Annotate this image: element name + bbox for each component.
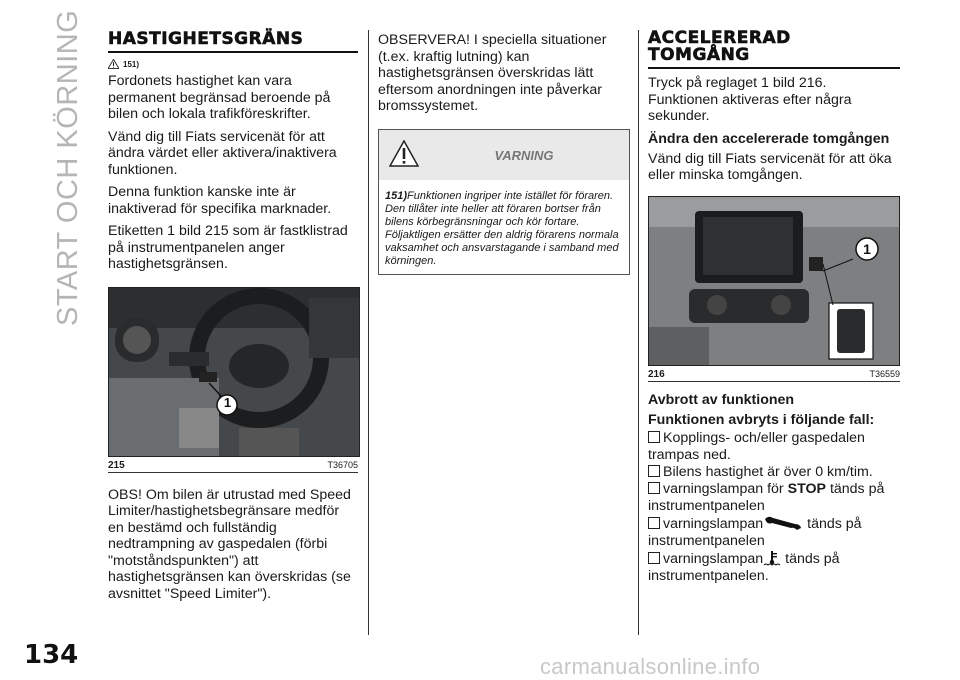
- subheading: Ändra den accelererade tomgången: [648, 130, 890, 147]
- column-divider: [638, 30, 639, 635]
- paragraph: Fordonets hastighet kan vara permanent begränsad beroende på bilen och lokala trafikföreskrifter.: [108, 73, 331, 122]
- subheading: Avbrott av funktionen: [648, 391, 795, 408]
- column-note-warning: [378, 30, 630, 275]
- paragraph: Etiketten 1 bild 215 som är fastklistrad på instrumentpanelen anger hastighetsgränsen.: [108, 223, 348, 272]
- warning-reference: 151): [108, 59, 358, 69]
- warning-triangle-icon: [108, 59, 119, 69]
- bullet-box: [648, 482, 660, 494]
- coolant-temperature-icon: [763, 550, 781, 566]
- bullet-box: [648, 517, 660, 529]
- figure-callout: 1: [223, 394, 232, 410]
- list-item: varningslampan för STOP tänds på instrumentpanelen: [648, 480, 885, 514]
- bullet-box: [648, 431, 660, 443]
- watermark: carmanualsonline.info: [540, 654, 761, 679]
- section-heading: ACCELERERAD TOMGÅNG: [648, 30, 900, 69]
- bullet-box: [648, 465, 660, 477]
- section-heading: HASTIGHETSGRÄNS: [108, 30, 358, 53]
- dashboard-photo: [108, 287, 360, 457]
- column-accelerated-idle: [648, 30, 900, 585]
- warning-title: VARNING: [494, 147, 554, 163]
- paragraph: Vänd dig till Fiats servicenät för att ändra värdet eller aktivera/inaktivera funktionen.: [108, 128, 337, 178]
- warning-box: [378, 129, 630, 275]
- warning-header: [379, 130, 629, 180]
- warning-text: 151)Funktionen ingriper inte istället för föraren. Den tillåter inte heller att föraren bortser från bilens körbegränsningar och kör fortare. Följaktligen ersätter den aldrig förarens normala vaksamhet och ansvarstagande i samband med körningen.: [385, 189, 619, 267]
- figure-callout: 1: [863, 240, 871, 257]
- center-console-photo: [648, 196, 900, 366]
- column-speed-limit: [108, 30, 358, 608]
- wrench-icon: [763, 515, 803, 531]
- list-item: varningslampan tänds på instrumentpanelen.: [648, 550, 840, 584]
- list-item: Kopplings- och/eller gaspedalen trampas ned.: [648, 429, 865, 463]
- subheading: Funktionen avbryts i följande fall:: [648, 411, 875, 428]
- figure-caption: 215 T36705: [108, 457, 358, 473]
- paragraph: Denna funktion kanske inte är inaktiverad för specifika marknader.: [108, 184, 332, 217]
- list-item: varningslampan tänds på instrumentpanelen: [648, 515, 862, 549]
- paragraph: Vänd dig till Fiats servicenät för att öka eller minska tomgången.: [648, 150, 892, 183]
- section-side-title: START OCH KÖRNING: [52, 9, 84, 326]
- bullet-box: [648, 552, 660, 564]
- page-number: 134: [24, 640, 79, 670]
- paragraph: OBSERVERA! I speciella situationer (t.ex. kraftig lutning) kan hastighetsgränsen överskridas lätt eftersom anordningen inte påverkar bromssystemet.: [378, 32, 607, 114]
- paragraph: Tryck på reglaget 1 bild 216. Funktionen aktiveras efter några sekunder.: [648, 75, 852, 124]
- figure-caption: 216 T36559: [648, 366, 900, 382]
- column-divider: [368, 30, 369, 635]
- paragraph: OBS! Om bilen är utrustad med Speed Limiter/hastighetsbegränsare medför en bestämd och fullständig nedtrampning av gaspedalen (förbi "motståndspunkten") att hastighetsgränsen kan överskridas (se avsnittet "Speed Limiter").: [108, 486, 351, 602]
- list-item: Bilens hastighet är över 0 km/tim.: [648, 464, 900, 481]
